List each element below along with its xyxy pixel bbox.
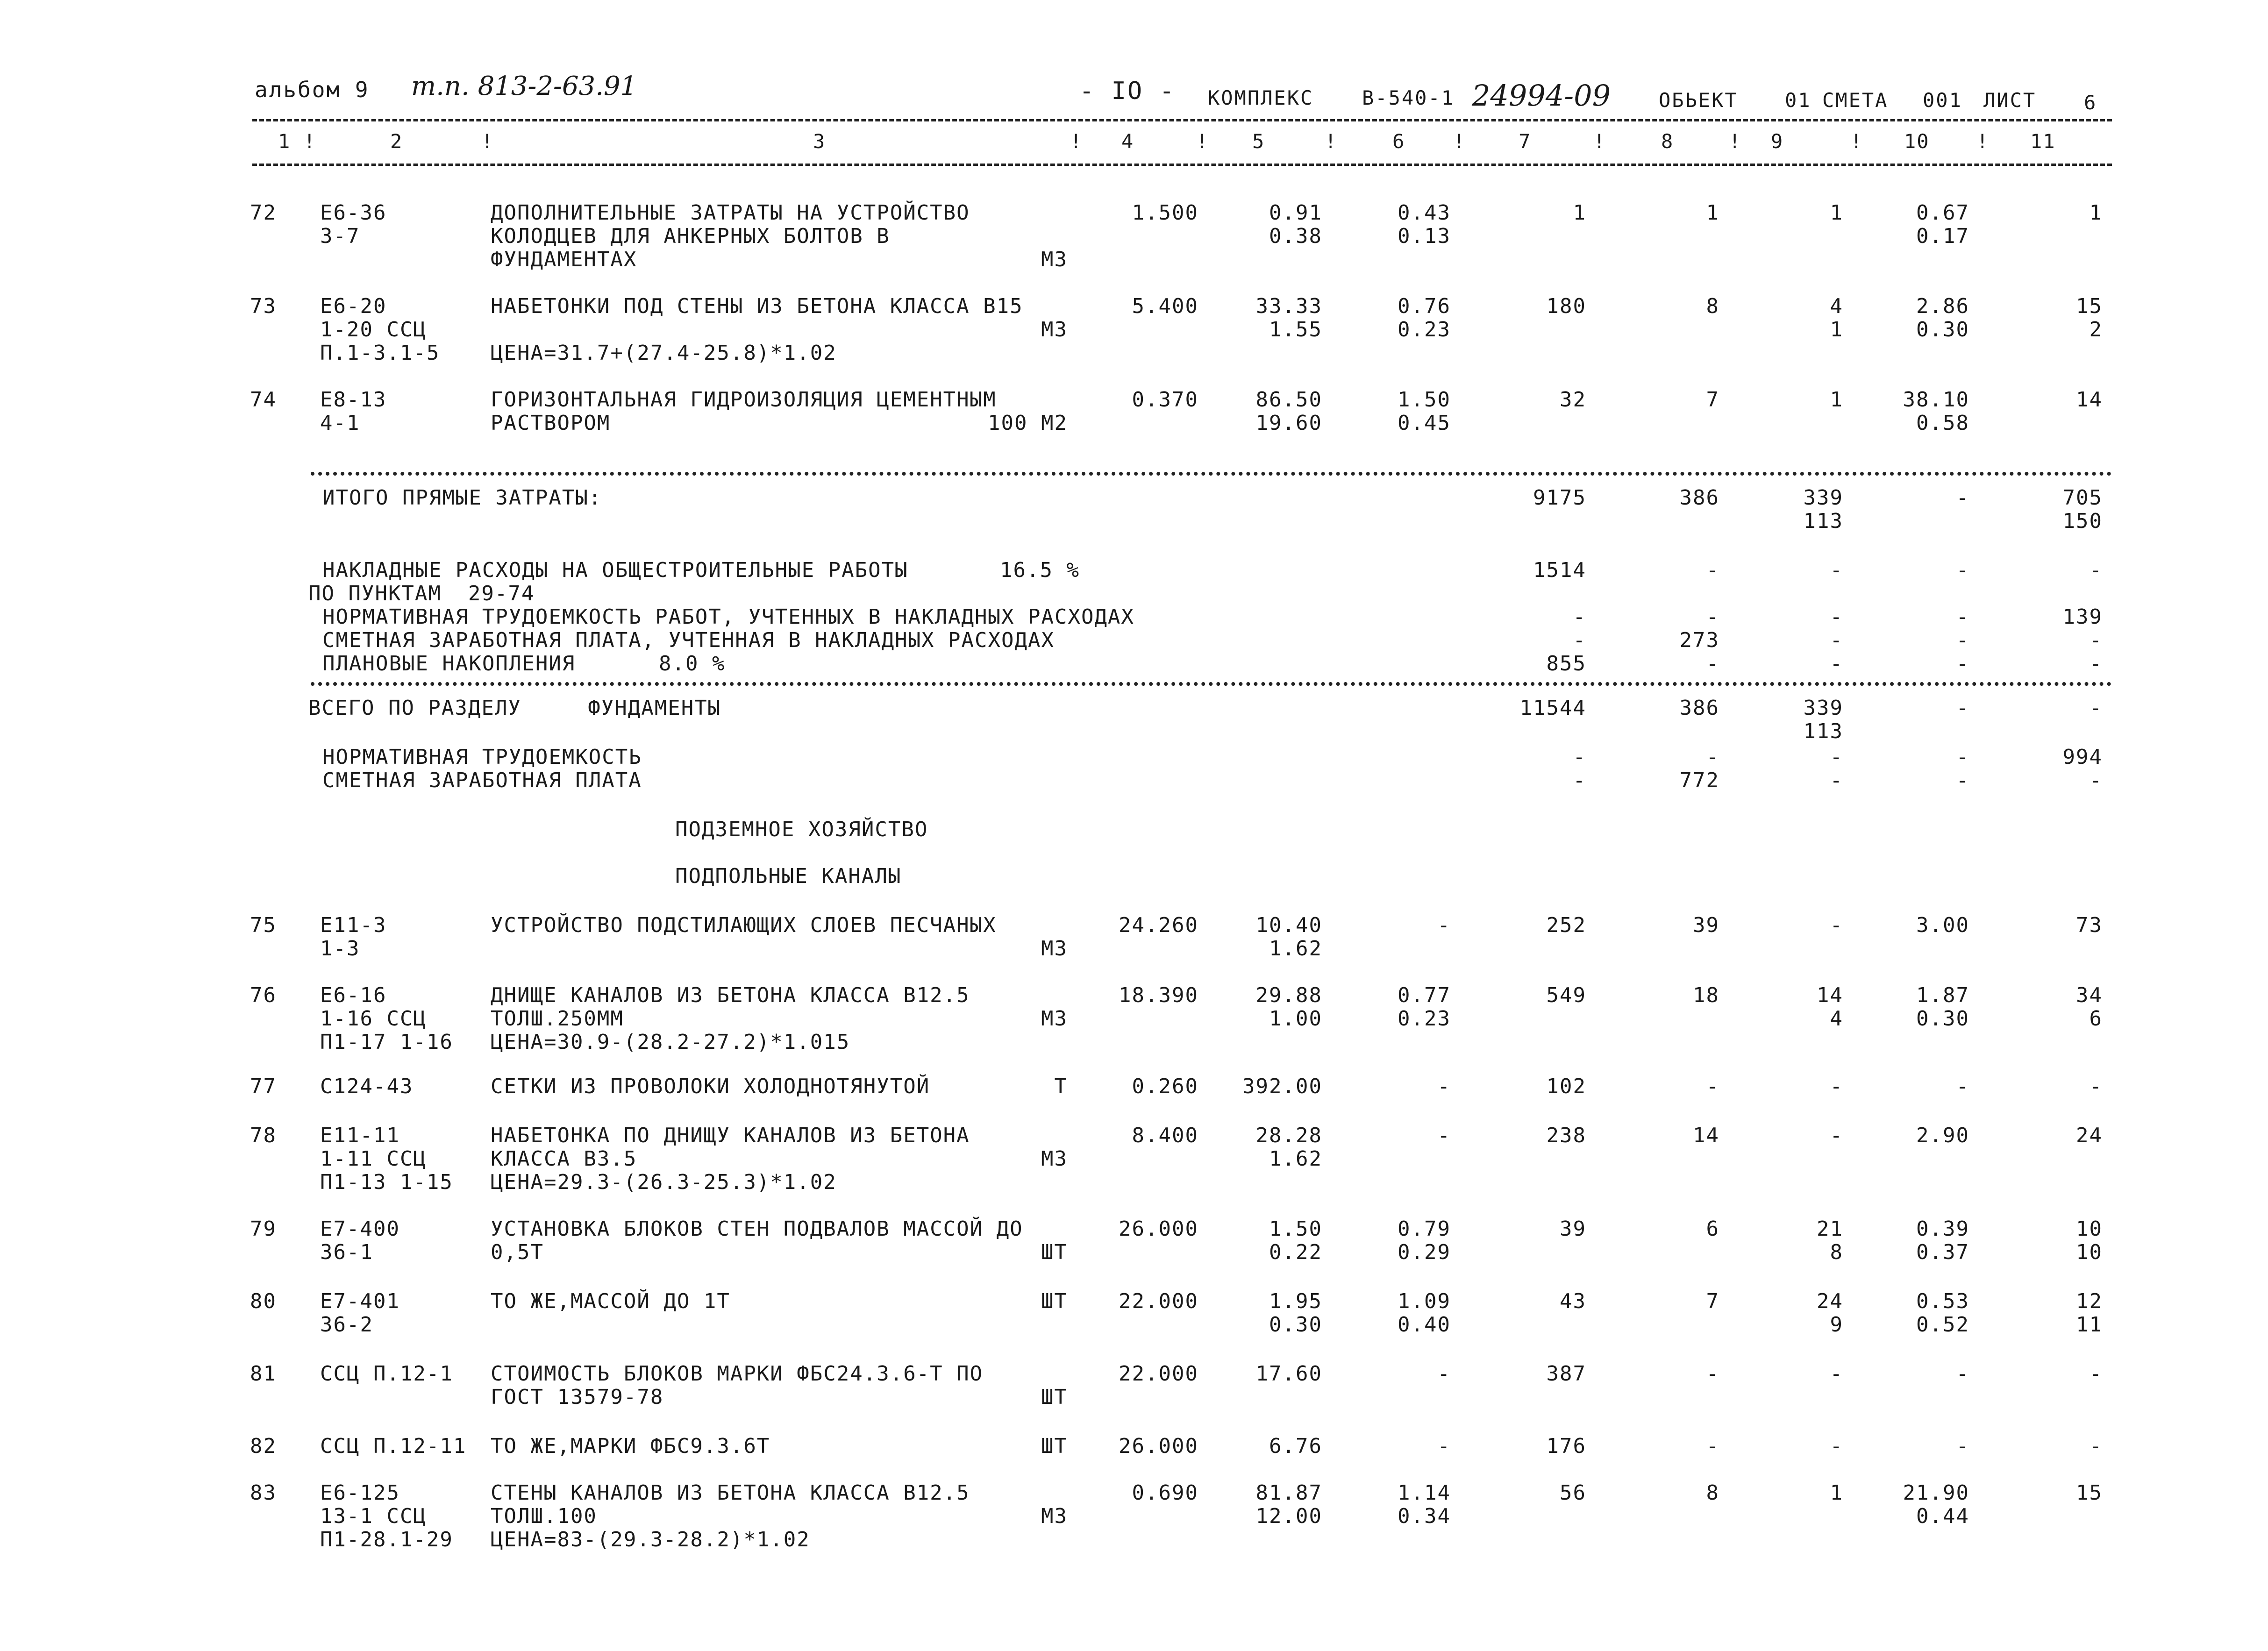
unit: М3 bbox=[1041, 1007, 1068, 1031]
work-description: ТО ЖЕ,МАССОЙ ДО 1Т bbox=[491, 1289, 730, 1313]
work-description: ТОЛШ.100 bbox=[491, 1504, 597, 1528]
page-number: - IO - bbox=[1079, 77, 1176, 105]
value-c7: 39 bbox=[1560, 1217, 1586, 1241]
value-c5: 1.50 bbox=[1269, 1217, 1322, 1241]
column-number: 6 bbox=[1392, 130, 1405, 153]
unit: М3 bbox=[1041, 937, 1068, 961]
value-c8: 8 bbox=[1706, 294, 1719, 318]
value-c10: 0.17 bbox=[1916, 224, 1969, 248]
row-number: 83 bbox=[250, 1481, 277, 1505]
value-c6: 0.23 bbox=[1398, 318, 1451, 342]
work-description: РАСТВОРОМ bbox=[491, 411, 611, 435]
section-total-c9: 113 bbox=[1803, 719, 1843, 743]
column-number: ! bbox=[1593, 130, 1606, 153]
column-number: 4 bbox=[1121, 130, 1134, 153]
overhead-c7: 1514 bbox=[1533, 558, 1586, 582]
norm-code: П1-17 1-16 bbox=[320, 1030, 453, 1054]
column-number: ! bbox=[1850, 130, 1863, 153]
value-c6: - bbox=[1437, 913, 1451, 937]
work-description: ФУНДАМЕНТАХ bbox=[491, 248, 637, 271]
value-c5: 12.00 bbox=[1255, 1504, 1322, 1528]
quantity: 8.400 bbox=[1132, 1124, 1198, 1147]
object-label: ОБЬЕКТ bbox=[1659, 89, 1738, 112]
norm-code: 36-1 bbox=[320, 1240, 373, 1264]
totals-direct-c7: 9175 bbox=[1533, 486, 1586, 510]
work-description: ДОПОЛНИТЕЛЬНЫЕ ЗАТРАТЫ НА УСТРОЙСТВО bbox=[491, 201, 970, 225]
column-number: 1 ! bbox=[278, 130, 316, 153]
object-value: 01 bbox=[1785, 89, 1812, 112]
work-description: ГОСТ 13579-78 bbox=[491, 1385, 664, 1409]
value-c8: 6 bbox=[1706, 1217, 1719, 1241]
row-number: 77 bbox=[250, 1075, 277, 1098]
column-number: ! bbox=[1196, 130, 1209, 153]
unit: ШТ bbox=[1041, 1240, 1068, 1264]
value-c7: 1 bbox=[1573, 201, 1586, 225]
value-c9: 1 bbox=[1830, 388, 1843, 412]
column-number: 5 bbox=[1252, 130, 1265, 153]
unit: М3 bbox=[1041, 318, 1068, 342]
unit: Т bbox=[1054, 1075, 1068, 1098]
norm-code: Е8-13 bbox=[320, 388, 387, 412]
row-number: 78 bbox=[250, 1124, 277, 1147]
norm-code: П.1-3.1-5 bbox=[320, 341, 440, 365]
subsection-title: ПОДПОЛЬНЫЕ КАНАЛЫ bbox=[675, 864, 902, 888]
value-c11: 10 bbox=[2076, 1240, 2103, 1264]
value-c10: 0.30 bbox=[1916, 318, 1969, 342]
section-total-c9: 339 bbox=[1803, 696, 1843, 720]
unit: ШТ bbox=[1041, 1434, 1068, 1458]
norm-code: С124-43 bbox=[320, 1075, 414, 1098]
value-c9: 24 bbox=[1817, 1289, 1843, 1313]
value-c11: 15 bbox=[2076, 294, 2103, 318]
overhead-percent: 16.5 % bbox=[1000, 558, 1080, 582]
quantity: 0.370 bbox=[1132, 388, 1198, 412]
norm-code: Е6-36 bbox=[320, 201, 387, 225]
work-description: КОЛОДЦЕВ ДЛЯ АНКЕРНЫХ БОЛТОВ В bbox=[491, 224, 890, 248]
work-description: СТЕНЫ КАНАЛОВ ИЗ БЕТОНА КЛАССА В12.5 bbox=[491, 1481, 970, 1505]
value-c11: 24 bbox=[2076, 1124, 2103, 1147]
complex-label: КОМПЛЕКС bbox=[1208, 86, 1314, 109]
quantity: 0.260 bbox=[1132, 1075, 1198, 1098]
value-c10: 0.52 bbox=[1916, 1313, 1969, 1337]
value-c5: 33.33 bbox=[1255, 294, 1322, 318]
overhead-c11: - bbox=[2089, 558, 2103, 582]
value-c11: 6 bbox=[2089, 1007, 2103, 1031]
work-description: ТО ЖЕ,МАРКИ ФБС9.3.6Т bbox=[491, 1434, 770, 1458]
totals-direct-c11: 150 bbox=[2062, 509, 2103, 533]
quantity: 24.260 bbox=[1119, 913, 1198, 937]
norm-code: Е6-125 bbox=[320, 1481, 400, 1505]
value-c5: 86.50 bbox=[1255, 388, 1322, 412]
quantity: 1.500 bbox=[1132, 201, 1198, 225]
row-number: 82 bbox=[250, 1434, 277, 1458]
value-c5: 17.60 bbox=[1255, 1362, 1322, 1386]
norm-code: Е7-401 bbox=[320, 1289, 400, 1313]
norm-code: 3-7 bbox=[320, 224, 360, 248]
value-c9: 4 bbox=[1830, 1007, 1843, 1031]
value-c11: - bbox=[2089, 1434, 2103, 1458]
work-description: 0,5Т bbox=[491, 1240, 544, 1264]
section-total-c10: - bbox=[1956, 696, 1969, 720]
value-c9: - bbox=[1830, 1362, 1843, 1386]
value-c10: - bbox=[1956, 1075, 1969, 1098]
value-c9: - bbox=[1830, 1124, 1843, 1147]
value-c9: 1 bbox=[1830, 201, 1843, 225]
section-extra-c9: - bbox=[1830, 769, 1843, 792]
value-c11: 14 bbox=[2076, 388, 2103, 412]
row-number: 74 bbox=[250, 388, 277, 412]
section-extra-c8: 772 bbox=[1679, 769, 1719, 792]
section-total-c7: 11544 bbox=[1519, 696, 1586, 720]
value-c9: - bbox=[1830, 913, 1843, 937]
section-extra-c7: - bbox=[1573, 769, 1586, 792]
value-c5: 0.30 bbox=[1269, 1313, 1322, 1337]
value-c9: 14 bbox=[1817, 983, 1843, 1007]
column-number: ! bbox=[1070, 130, 1083, 153]
quantity: 0.690 bbox=[1132, 1481, 1198, 1505]
value-c11: 1 bbox=[2089, 201, 2103, 225]
value-c6: 0.23 bbox=[1398, 1007, 1451, 1031]
value-c6: - bbox=[1437, 1124, 1451, 1147]
overhead-text: НАКЛАДНЫЕ РАСХОДЫ НА ОБЩЕСТРОИТЕЛЬНЫЕ РАБОТЫ bbox=[322, 558, 908, 582]
totals-direct-c9: 113 bbox=[1803, 509, 1843, 533]
overhead-text: СМЕТНАЯ ЗАРАБОТНАЯ ПЛАТА, УЧТЕННАЯ В НАКЛАДНЫХ РАСХОДАХ bbox=[322, 628, 1055, 652]
section-total-label: ВСЕГО ПО РАЗДЕЛУ ФУНДАМЕНТЫ bbox=[308, 696, 721, 720]
value-c5: 392.00 bbox=[1242, 1075, 1322, 1098]
unit: ШТ bbox=[1041, 1289, 1068, 1313]
quantity: 26.000 bbox=[1119, 1434, 1198, 1458]
section-extra-c7: - bbox=[1573, 745, 1586, 769]
value-c11: 2 bbox=[2089, 318, 2103, 342]
totals-direct-c10: - bbox=[1956, 486, 1969, 510]
norm-code: 1-20 ССЦ bbox=[320, 318, 427, 342]
row-number: 81 bbox=[250, 1362, 277, 1386]
value-c6: 0.79 bbox=[1398, 1217, 1451, 1241]
overhead-text: ПЛАНОВЫЕ НАКОПЛЕНИЯ bbox=[322, 652, 576, 676]
value-c11: 11 bbox=[2076, 1313, 2103, 1337]
row-number: 76 bbox=[250, 983, 277, 1007]
value-c11: 73 bbox=[2076, 913, 2103, 937]
value-c10: 0.67 bbox=[1916, 201, 1969, 225]
sheet-value: 6 bbox=[2084, 91, 2097, 114]
value-c7: 43 bbox=[1560, 1289, 1586, 1313]
column-number: 2 bbox=[390, 130, 403, 153]
column-number: 3 bbox=[813, 130, 826, 153]
work-description: ЦЕНА=30.9-(28.2-27.2)*1.015 bbox=[491, 1030, 850, 1054]
work-description: СТОИМОСТЬ БЛОКОВ МАРКИ ФБС24.3.6-Т ПО bbox=[491, 1362, 984, 1386]
norm-code: 1-3 bbox=[320, 937, 360, 961]
value-c9: 1 bbox=[1830, 1481, 1843, 1505]
value-c5: 1.62 bbox=[1269, 1147, 1322, 1171]
column-number: 11 bbox=[2030, 130, 2056, 153]
value-c8: - bbox=[1706, 1362, 1719, 1386]
overhead-c10: - bbox=[1956, 558, 1969, 582]
value-c11: 10 bbox=[2076, 1217, 2103, 1241]
value-c6: 0.13 bbox=[1398, 224, 1451, 248]
norm-code: Е11-3 bbox=[320, 913, 387, 937]
tp-number: т.п. 813-2-63.91 bbox=[411, 71, 637, 101]
unit: 100 М2 bbox=[988, 411, 1068, 435]
column-number: 7 bbox=[1519, 130, 1532, 153]
value-c11: - bbox=[2089, 1362, 2103, 1386]
value-c5: 19.60 bbox=[1255, 411, 1322, 435]
row-number: 80 bbox=[250, 1289, 277, 1313]
complex-code: В-540-1 bbox=[1362, 86, 1455, 109]
totals-direct-c9: 339 bbox=[1803, 486, 1843, 510]
value-c6: - bbox=[1437, 1362, 1451, 1386]
smeta-value: 001 bbox=[1923, 89, 1962, 112]
totals-direct-label: ИТОГО ПРЯМЫЕ ЗАТРАТЫ: bbox=[322, 486, 602, 510]
value-c7: 32 bbox=[1560, 388, 1586, 412]
work-description: НАБЕТОНКИ ПОД СТЕНЫ ИЗ БЕТОНА КЛАССА В15 bbox=[491, 294, 1023, 318]
overhead-c9: - bbox=[1830, 605, 1843, 629]
value-c5: 1.55 bbox=[1269, 318, 1322, 342]
overhead-c8: - bbox=[1706, 558, 1719, 582]
smeta-label: СМЕТА bbox=[1822, 89, 1889, 112]
quantity: 18.390 bbox=[1119, 983, 1198, 1007]
row-number: 72 bbox=[250, 201, 277, 225]
value-c9: 21 bbox=[1817, 1217, 1843, 1241]
value-c9: - bbox=[1830, 1075, 1843, 1098]
section-total-c11: - bbox=[2089, 696, 2103, 720]
norm-code: Е6-16 bbox=[320, 983, 387, 1007]
value-c10: 0.44 bbox=[1916, 1504, 1969, 1528]
column-number: ! bbox=[1453, 130, 1466, 153]
overhead-c10: - bbox=[1956, 605, 1969, 629]
value-c9: 4 bbox=[1830, 294, 1843, 318]
value-c5: 1.95 bbox=[1269, 1289, 1322, 1313]
column-number: ! bbox=[1325, 130, 1338, 153]
dotted-separator bbox=[311, 682, 2112, 686]
value-c5: 81.87 bbox=[1255, 1481, 1322, 1505]
value-c7: 180 bbox=[1546, 294, 1586, 318]
overhead-c9: - bbox=[1830, 652, 1843, 676]
value-c7: 56 bbox=[1560, 1481, 1586, 1505]
value-c6: 0.45 bbox=[1398, 411, 1451, 435]
work-description: ГОРИЗОНТАЛЬНАЯ ГИДРОИЗОЛЯЦИЯ ЦЕМЕНТНЫМ bbox=[491, 388, 997, 412]
row-number: 79 bbox=[250, 1217, 277, 1241]
unit: ШТ bbox=[1041, 1385, 1068, 1409]
value-c7: 102 bbox=[1546, 1075, 1586, 1098]
value-c8: 39 bbox=[1693, 913, 1719, 937]
value-c8: 14 bbox=[1693, 1124, 1719, 1147]
value-c6: 0.40 bbox=[1398, 1313, 1451, 1337]
quantity: 22.000 bbox=[1119, 1289, 1198, 1313]
overhead-text: НОРМАТИВНАЯ ТРУДОЕМКОСТЬ РАБОТ, УЧТЕННЫХ В НАКЛАДНЫХ РАСХОДАХ bbox=[322, 605, 1134, 629]
value-c5: 0.91 bbox=[1269, 201, 1322, 225]
norm-code: 1-16 ССЦ bbox=[320, 1007, 427, 1031]
value-c10: 0.39 bbox=[1916, 1217, 1969, 1241]
section-extra-c10: - bbox=[1956, 745, 1969, 769]
value-c8: - bbox=[1706, 1434, 1719, 1458]
overhead-c10: - bbox=[1956, 652, 1969, 676]
work-description: ДНИЩЕ КАНАЛОВ ИЗ БЕТОНА КЛАССА В12.5 bbox=[491, 983, 970, 1007]
value-c5: 0.38 bbox=[1269, 224, 1322, 248]
value-c9: 1 bbox=[1830, 318, 1843, 342]
value-c6: 1.50 bbox=[1398, 388, 1451, 412]
value-c5: 1.62 bbox=[1269, 937, 1322, 961]
column-number: 10 bbox=[1904, 130, 1930, 153]
quantity: 5.400 bbox=[1132, 294, 1198, 318]
work-description: СЕТКИ ИЗ ПРОВОЛОКИ ХОЛОДНОТЯНУТОЙ bbox=[491, 1075, 930, 1098]
overhead-c11: - bbox=[2089, 652, 2103, 676]
section-total-c8: 386 bbox=[1679, 696, 1719, 720]
value-c5: 0.22 bbox=[1269, 1240, 1322, 1264]
value-c9: - bbox=[1830, 1434, 1843, 1458]
overhead-c9: - bbox=[1830, 628, 1843, 652]
value-c10: - bbox=[1956, 1362, 1969, 1386]
work-description: ТОЛШ.250ММ bbox=[491, 1007, 624, 1031]
overhead-c11: - bbox=[2089, 628, 2103, 652]
overhead-percent: 8.0 % bbox=[659, 652, 726, 676]
value-c6: 0.43 bbox=[1398, 201, 1451, 225]
value-c11: - bbox=[2089, 1075, 2103, 1098]
value-c5: 28.28 bbox=[1255, 1124, 1322, 1147]
totals-direct-c8: 386 bbox=[1679, 486, 1719, 510]
norm-code: 36-2 bbox=[320, 1313, 373, 1337]
value-c10: 38.10 bbox=[1903, 388, 1969, 412]
column-number: 8 bbox=[1661, 130, 1674, 153]
overhead-c10: - bbox=[1956, 628, 1969, 652]
overhead-c8: - bbox=[1706, 605, 1719, 629]
complex-hand-number: 24994-09 bbox=[1472, 78, 1611, 113]
value-c6: 0.77 bbox=[1398, 983, 1451, 1007]
value-c11: 34 bbox=[2076, 983, 2103, 1007]
work-description: УСТАНОВКА БЛОКОВ СТЕН ПОДВАЛОВ МАССОЙ ДО bbox=[491, 1217, 1023, 1241]
section-extra-c11: - bbox=[2089, 769, 2103, 792]
row-number: 75 bbox=[250, 913, 277, 937]
unit: М3 bbox=[1041, 1147, 1068, 1171]
value-c5: 29.88 bbox=[1255, 983, 1322, 1007]
unit: М3 bbox=[1041, 1504, 1068, 1528]
value-c10: 0.53 bbox=[1916, 1289, 1969, 1313]
value-c8: 8 bbox=[1706, 1481, 1719, 1505]
row-number: 73 bbox=[250, 294, 277, 318]
overhead-c8: - bbox=[1706, 652, 1719, 676]
norm-code: Е6-20 bbox=[320, 294, 387, 318]
totals-direct-c11: 705 bbox=[2062, 486, 2103, 510]
value-c10: 21.90 bbox=[1903, 1481, 1969, 1505]
dotted-separator bbox=[311, 472, 2112, 476]
norm-code: ССЦ П.12-1 bbox=[320, 1362, 453, 1386]
overhead-c11: 139 bbox=[2062, 605, 2103, 629]
value-c10: 2.86 bbox=[1916, 294, 1969, 318]
column-number: ! bbox=[1976, 130, 1990, 153]
section-extra-c8: - bbox=[1706, 745, 1719, 769]
section-extra-text: СМЕТНАЯ ЗАРАБОТНАЯ ПЛАТА bbox=[322, 769, 642, 792]
value-c6: 1.09 bbox=[1398, 1289, 1451, 1313]
column-number: 9 bbox=[1771, 130, 1784, 153]
work-description: ЦЕНА=31.7+(27.4-25.8)*1.02 bbox=[491, 341, 837, 365]
header-rule-bottom bbox=[252, 164, 2112, 166]
norm-code: П1-28.1-29 bbox=[320, 1528, 453, 1551]
value-c10: 2.90 bbox=[1916, 1124, 1969, 1147]
overhead-c9: - bbox=[1830, 558, 1843, 582]
value-c5: 10.40 bbox=[1255, 913, 1322, 937]
quantity: 22.000 bbox=[1119, 1362, 1198, 1386]
value-c6: 0.34 bbox=[1398, 1504, 1451, 1528]
work-description: ЦЕНА=29.3-(26.3-25.3)*1.02 bbox=[491, 1170, 837, 1194]
overhead-c8: 273 bbox=[1679, 628, 1719, 652]
value-c11: 15 bbox=[2076, 1481, 2103, 1505]
value-c8: 1 bbox=[1706, 201, 1719, 225]
value-c10: 0.37 bbox=[1916, 1240, 1969, 1264]
value-c11: 12 bbox=[2076, 1289, 2103, 1313]
norm-code: 1-11 ССЦ bbox=[320, 1147, 427, 1171]
value-c10: 0.58 bbox=[1916, 411, 1969, 435]
value-c6: 0.76 bbox=[1398, 294, 1451, 318]
overhead-text: ПО ПУНКТАМ 29-74 bbox=[308, 582, 535, 605]
value-c10: 0.30 bbox=[1916, 1007, 1969, 1031]
value-c6: - bbox=[1437, 1434, 1451, 1458]
value-c6: 0.29 bbox=[1398, 1240, 1451, 1264]
value-c10: 3.00 bbox=[1916, 913, 1969, 937]
norm-code: 13-1 ССЦ bbox=[320, 1504, 427, 1528]
overhead-c7: - bbox=[1573, 628, 1586, 652]
value-c9: 8 bbox=[1830, 1240, 1843, 1264]
unit: М3 bbox=[1041, 248, 1068, 271]
value-c8: 7 bbox=[1706, 388, 1719, 412]
value-c7: 176 bbox=[1546, 1434, 1586, 1458]
overhead-c7: 855 bbox=[1546, 652, 1586, 676]
value-c5: 6.76 bbox=[1269, 1434, 1322, 1458]
value-c10: - bbox=[1956, 1434, 1969, 1458]
value-c8: 18 bbox=[1693, 983, 1719, 1007]
work-description: КЛАССА В3.5 bbox=[491, 1147, 637, 1171]
overhead-c7: - bbox=[1573, 605, 1586, 629]
section-extra-c11: 994 bbox=[2062, 745, 2103, 769]
section-extra-c10: - bbox=[1956, 769, 1969, 792]
value-c7: 387 bbox=[1546, 1362, 1586, 1386]
column-number: ! bbox=[481, 130, 494, 153]
section-extra-text: НОРМАТИВНАЯ ТРУДОЕМКОСТЬ bbox=[322, 745, 642, 769]
norm-code: 4-1 bbox=[320, 411, 360, 435]
header-rule-top bbox=[252, 119, 2112, 121]
value-c7: 238 bbox=[1546, 1124, 1586, 1147]
value-c6: - bbox=[1437, 1075, 1451, 1098]
value-c7: 252 bbox=[1546, 913, 1586, 937]
work-description: УСТРОЙСТВО ПОДСТИЛАЮЩИХ СЛОЕВ ПЕСЧАНЫХ bbox=[491, 913, 997, 937]
norm-code: ССЦ П.12-11 bbox=[320, 1434, 467, 1458]
value-c7: 549 bbox=[1546, 983, 1586, 1007]
quantity: 26.000 bbox=[1119, 1217, 1198, 1241]
value-c6: 1.14 bbox=[1398, 1481, 1451, 1505]
album-label: альбом 9 bbox=[255, 77, 370, 102]
norm-code: П1-13 1-15 bbox=[320, 1170, 453, 1194]
norm-code: Е7-400 bbox=[320, 1217, 400, 1241]
value-c9: 9 bbox=[1830, 1313, 1843, 1337]
work-description: НАБЕТОНКА ПО ДНИЩУ КАНАЛОВ ИЗ БЕТОНА bbox=[491, 1124, 970, 1147]
column-number: ! bbox=[1729, 130, 1742, 153]
value-c8: - bbox=[1706, 1075, 1719, 1098]
value-c10: 1.87 bbox=[1916, 983, 1969, 1007]
value-c8: 7 bbox=[1706, 1289, 1719, 1313]
section-title: ПОДЗЕМНОЕ ХОЗЯЙСТВО bbox=[675, 818, 928, 841]
section-extra-c9: - bbox=[1830, 745, 1843, 769]
norm-code: Е11-11 bbox=[320, 1124, 400, 1147]
work-description: ЦЕНА=83-(29.3-28.2)*1.02 bbox=[491, 1528, 810, 1551]
sheet-label: ЛИСТ bbox=[1983, 89, 2037, 112]
value-c5: 1.00 bbox=[1269, 1007, 1322, 1031]
